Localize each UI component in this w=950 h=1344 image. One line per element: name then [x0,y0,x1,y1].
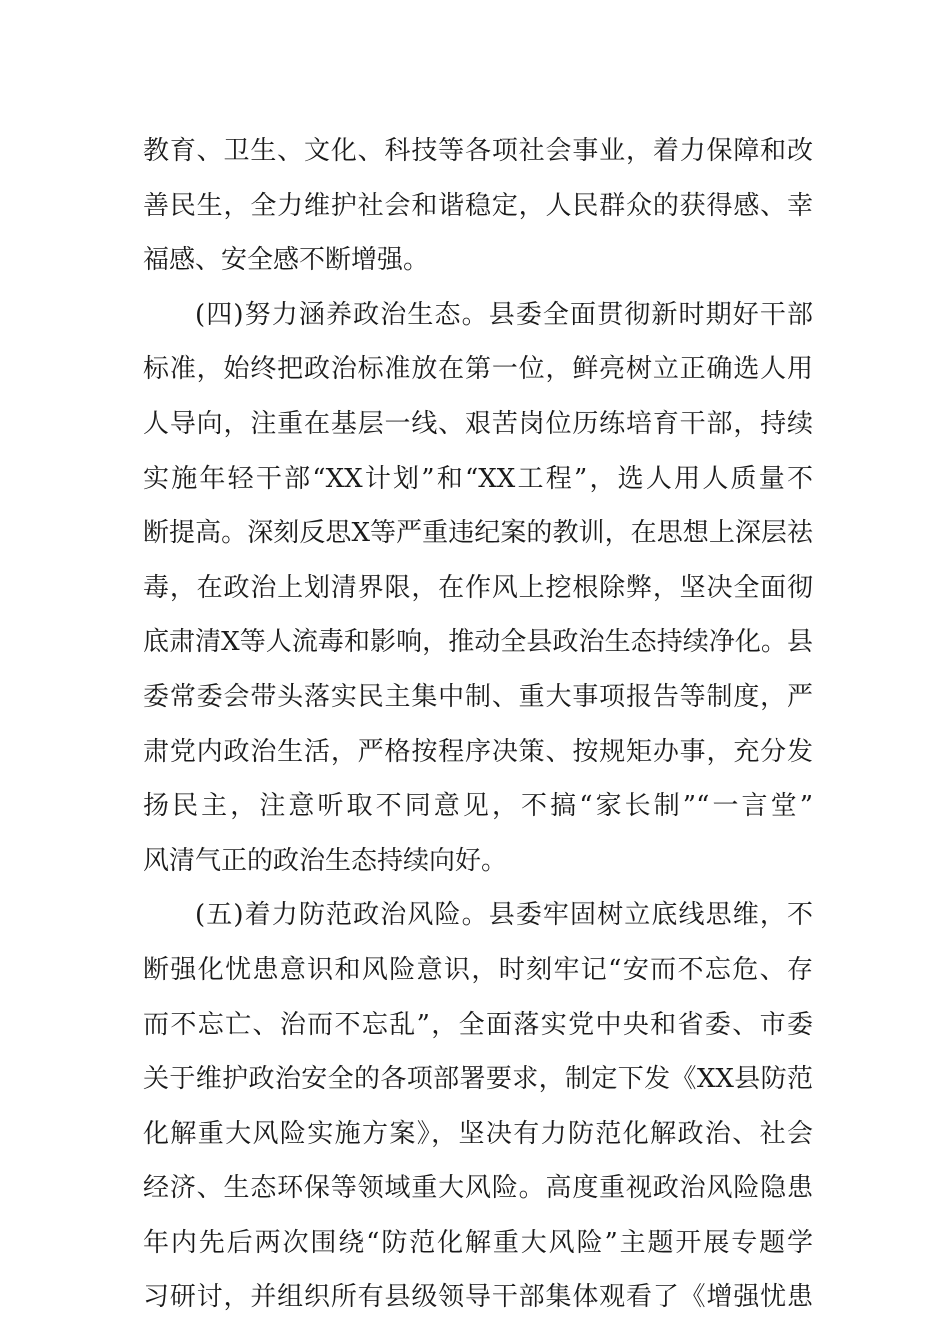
text-line: 底肃清X等人流毒和影响，推动全县政治生态持续净化。县 [143,627,813,658]
text-line: 而不忘亡、治而不忘乱”，全面落实党中央和省委、市委 [143,1009,813,1040]
text-line: 肃党内政治生活，严格按程序决策、按规矩办事，充分发 [143,736,813,767]
text-line: 标准，始终把政治标准放在第一位，鲜亮树立正确选人用 [143,354,813,385]
text-line: 委常委会带头落实民主集中制、重大事项报告等制度，严 [143,681,813,712]
text-line: 年内先后两次围绕“防范化解重大风险”主题开展专题学 [143,1227,813,1258]
text-line: 断强化忧患意识和风险意识，时刻牢记“安而不忘危、存 [143,954,813,985]
text-line: 毒，在政治上划清界限，在作风上挖根除弊，坚决全面彻 [143,572,813,603]
paragraph-start-line: (五)着力防范政治风险。县委牢固树立底线思维，不 [195,900,813,931]
body-text [143,124,813,1325]
paragraph-start-line: (四)努力涵养政治生态。县委全面贯彻新时期好干部 [195,299,813,330]
text-line: 善民生，全力维护社会和谐稳定，人民群众的获得感、幸 [143,190,813,221]
text-line: 习研讨，并组织所有县级领导干部集体观看了《增强忧患 [143,1282,813,1313]
text-line: 教育、卫生、文化、科技等各项社会事业，着力保障和改 [143,136,813,166]
text-line: 福感、安全感不断增强。 [143,245,430,276]
text-line: 人导向，注重在基层一线、艰苦岗位历练培育干部，持续 [143,408,813,439]
text-line: 化解重大风险实施方案》，坚决有力防范化解政治、社会 [143,1118,813,1149]
text-line: 经济、生态环保等领域重大风险。高度重视政治风险隐患 [143,1173,813,1204]
text-line: 实施年轻干部“XX计划”和“XX工程”，选人用人质量不 [143,463,813,494]
text-line: 断提高。深刻反思X等严重违纪案的教训，在思想上深层祛 [143,518,813,549]
text-line: 风清气正的政治生态持续向好。 [143,845,508,876]
text-line: 扬民主，注意听取不同意见，不搞“家长制”“一言堂” [143,791,813,822]
text-line: 关于维护政治安全的各项部署要求，制定下发《XX县防范 [143,1064,813,1095]
